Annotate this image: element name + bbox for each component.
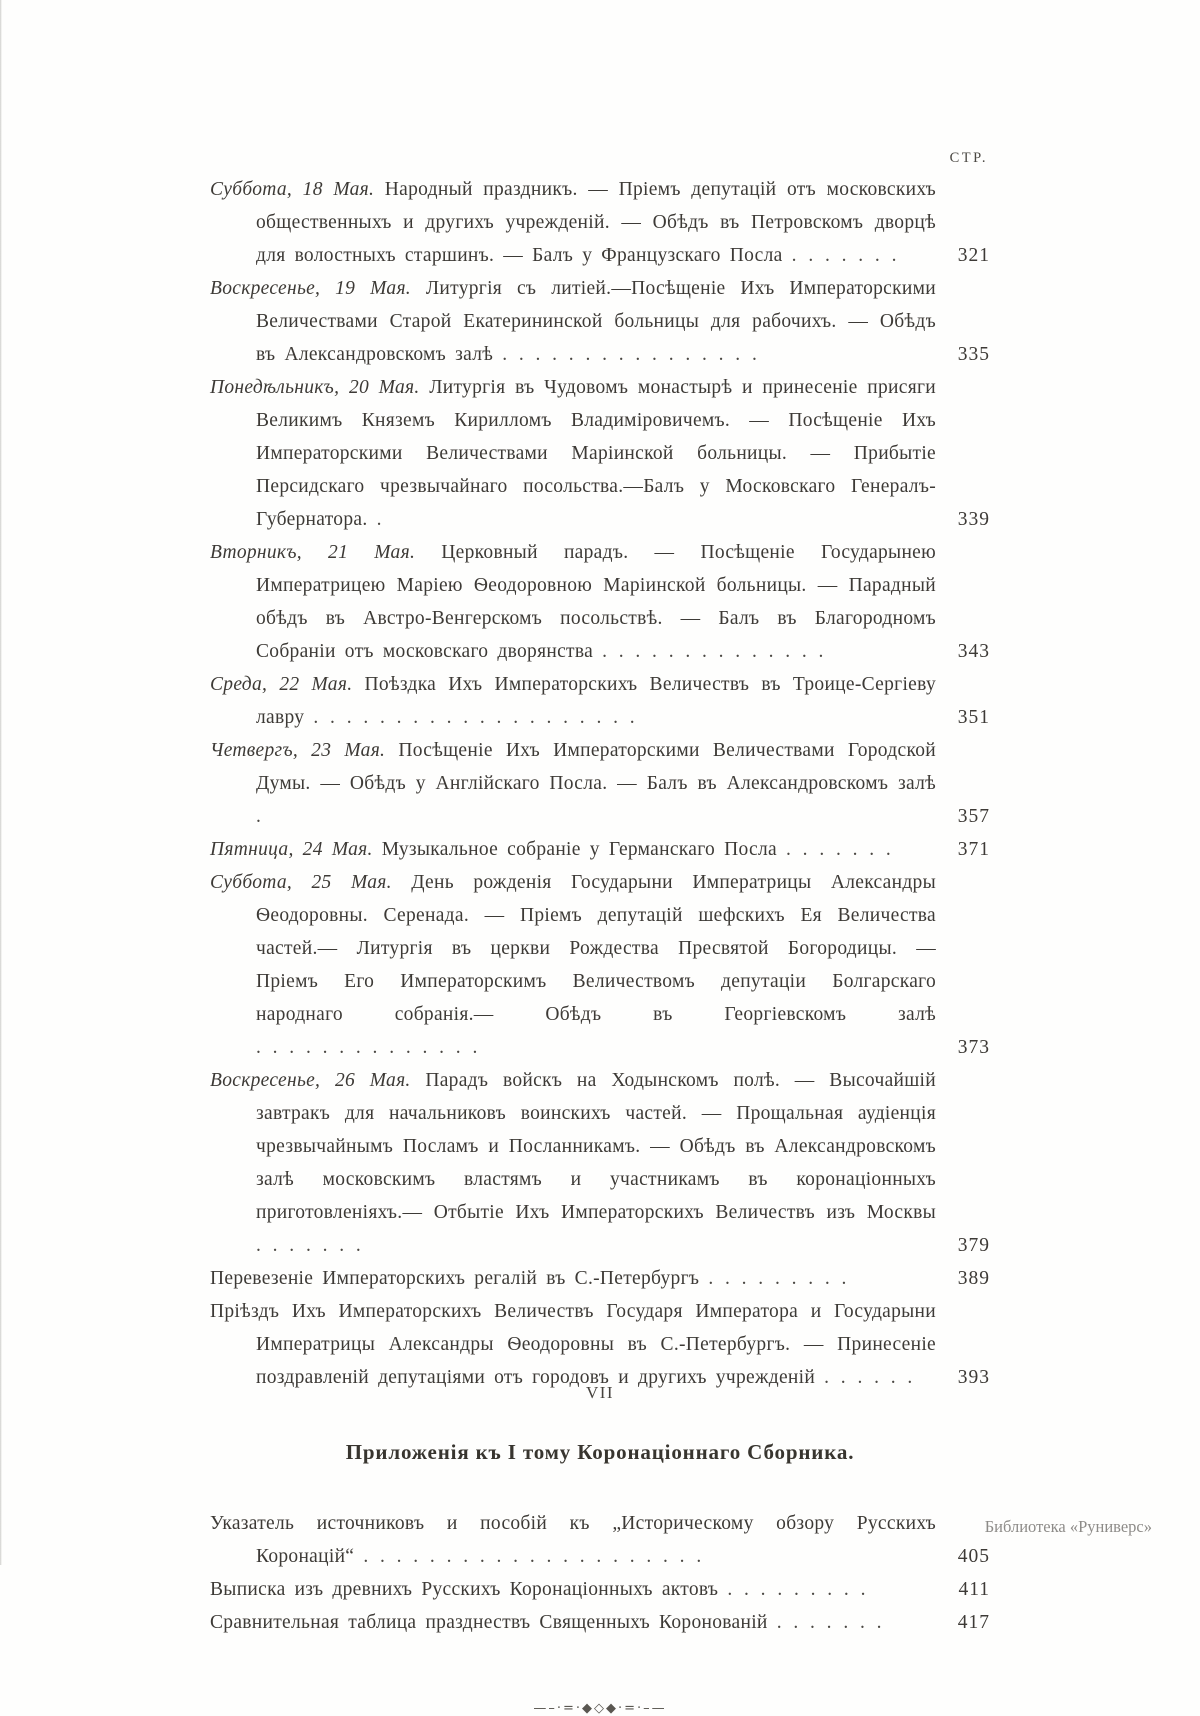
toc-entry-leader: . . . . . . . . . . . . . . [602, 641, 825, 662]
toc-entry-leader: . . . . . . . . . . . . . . . . . . . . [313, 707, 637, 728]
toc-entry-leader: . [256, 806, 263, 827]
toc-entry-page: 411 [958, 1579, 990, 1600]
toc-entry [210, 1295, 990, 1394]
toc-entry-leader: . . . . . . . [776, 1612, 883, 1633]
toc-entry-date: Суббота, 18 Мая. [210, 179, 375, 200]
toc-entry-leader: . . . . . . . . . [708, 1268, 848, 1289]
toc-entry [210, 833, 990, 866]
toc-entry-date: Пятница, 24 Мая. [210, 839, 373, 860]
toc-entry-page: 357 [957, 806, 990, 827]
toc-entry [210, 173, 990, 272]
toc-entry-page: 351 [957, 707, 990, 728]
toc-entry-leader: . . . . . . . . . [727, 1579, 867, 1600]
toc-entry-page: 373 [957, 1037, 990, 1058]
toc-entry-text: Посѣщеніе Ихъ Императорскими Величествами Городской Думы. — Обѣдъ у Англійскаго Посла. — Балъ въ Александровскомъ залѣ [256, 740, 936, 794]
toc-entry [210, 668, 990, 734]
toc-entry-page: 417 [957, 1612, 990, 1633]
toc-entry-leader: . . . . . . . . . . . . . . . . . . . . . [363, 1546, 703, 1567]
toc-entry-text: Сравнительная таблица празднествъ Священныхъ Коронованій [210, 1612, 768, 1633]
toc-entry-date: Среда, 22 Мая. [210, 674, 353, 695]
toc-entry [210, 1262, 990, 1295]
toc-entry-text: Выписка изъ древнихъ Русскихъ Коронаціонныхъ актовъ [210, 1579, 719, 1600]
toc-entry-page: 335 [957, 344, 990, 365]
toc-entry [210, 371, 990, 536]
toc-entry-date: Воскресенье, 19 Мая. [210, 278, 411, 299]
toc-entry-leader: . . . . . . [824, 1367, 914, 1388]
toc-entry-text: День рожденія Государыни Императрицы Александры Ѳеодоровны. Серенада. — Пріемъ депутацій шефскихъ Ея Величества частей.— Литургія въ церкви Рождества Пресвятой Богородицы. — Пріемъ Его Императорскимъ Величествомъ депутаціи Болгарскаго народнаго собранія.— Обѣдъ въ Георгіевскомъ залѣ [256, 872, 936, 1025]
toc-entry-leader: . . . . . . . [791, 245, 898, 266]
toc-entry-text: Парадъ войскъ на Ходынскомъ полѣ. — Высочайшій завтракъ для начальниковъ воинскихъ частей. — Прощальная аудіенція чрезвычайнымъ Посламъ и Посланникамъ. — Обѣдъ въ Александровскомъ залѣ московскимъ властямъ и участникамъ въ коронаціонныхъ приготовленіяхъ.— Отбытіе Ихъ Императорскихъ Величествъ изъ Москвы [256, 1070, 936, 1223]
toc-entry-text: Литургія въ Чудовомъ монастырѣ и принесеніе присяги Великимъ Княземъ Кирилломъ Владиміровичемъ. — Посѣщеніе Ихъ Императорскими Величествами Маріинской больницы. — Прибытіе Персидскаго чрезвычайнаго посольства.—Балъ у Московскаго Генералъ-Губернатора. [256, 377, 936, 530]
toc-entry-text: Литургія съ литіей.—Посѣщеніе Ихъ Императорскими Величествами Старой Екатерининской больницы для рабочихъ. — Обѣдъ въ Александровскомъ залѣ [256, 278, 936, 365]
toc-entry-leader: . . . . . . . [256, 1235, 363, 1256]
toc-entry [210, 1606, 990, 1639]
toc-entry-date: Понедѣльникъ, 20 Мая. [210, 377, 420, 398]
toc-entry-page: 371 [957, 839, 990, 860]
toc-entry [210, 866, 990, 1064]
toc-entry [210, 536, 990, 668]
toc-entry [210, 1064, 990, 1262]
toc-entry-leader: . . . . . . . [786, 839, 893, 860]
toc-entry-page: 321 [957, 245, 990, 266]
toc-entry-page: 393 [957, 1367, 990, 1388]
toc-entry-text: Народный праздникъ. — Пріемъ депутацій отъ московскихъ общественныхъ и другихъ учрежденій. — Обѣдъ въ Петровскомъ дворцѣ для волостныхъ старшинъ. — Балъ у Французскаго Посла [256, 179, 936, 266]
toc-entry-date: Четвергъ, 23 Мая. [210, 740, 386, 761]
toc-entry [210, 272, 990, 371]
toc-entry-text: Поѣздка Ихъ Императорскихъ Величествъ въ Троице-Сергіеву лавру [256, 674, 936, 728]
page-column-header: СТР. [949, 150, 988, 166]
toc-entry-page: 343 [957, 641, 990, 662]
toc-entry-text: Указатель источниковъ и пособій къ „Историческому обзору Русскихъ Коронацій“ [210, 1513, 936, 1567]
library-watermark: Библиотека «Руниверс» [984, 1517, 1152, 1536]
ornament-divider: —–·=·◆◇◆·=·–— [533, 1701, 667, 1716]
toc-entry-text: Пріѣздъ Ихъ Императорскихъ Величествъ Государя Императора и Государыни Императрицы Александры Ѳеодоровны въ С.-Петербургъ. — Принесеніе поздравленій депутаціями отъ городовъ и другихъ учрежденій [210, 1301, 936, 1388]
toc-entry [210, 1507, 990, 1573]
page-number: VII [585, 1383, 615, 1402]
toc-entry-page: 379 [957, 1235, 990, 1256]
toc-entry-page: 405 [957, 1546, 990, 1567]
toc-entry-leader: . . . . . . . . . . . . . . . . [502, 344, 759, 365]
toc-entry-text: Церковный парадъ. — Посѣщеніе Государынею Императрицею Маріею Ѳеодоровною Маріинской больницы. — Парадный обѣдъ въ Австро-Венгерскомъ посольствѣ. — Балъ въ Благородномъ Собраніи отъ московскаго дворянства [256, 542, 936, 662]
toc-entry [210, 1573, 990, 1606]
toc-entry-leader: . . . . . . . . . . . . . . [256, 1037, 479, 1058]
scan-edge-shadow [0, 0, 2, 1565]
appendix-section-heading: Приложенія къ I тому Коронаціоннаго Сборника. [345, 1440, 855, 1464]
toc-entry-text: Перевезеніе Императорскихъ регалій въ С.-Петербургъ [210, 1268, 700, 1289]
toc-entry-date: Суббота, 25 Мая. [210, 872, 392, 893]
toc-entry-text: Музыкальное собраніе у Германскаго Посла [381, 839, 777, 860]
table-of-contents [210, 173, 990, 1716]
toc-entry-date: Воскресенье, 26 Мая. [210, 1070, 411, 1091]
toc-entry-page: 389 [957, 1268, 990, 1289]
toc-entry-date: Вторникъ, 21 Мая. [210, 542, 416, 563]
toc-entry-page: 339 [957, 509, 990, 530]
toc-entry [210, 734, 990, 833]
toc-entry-leader: . [376, 509, 383, 530]
